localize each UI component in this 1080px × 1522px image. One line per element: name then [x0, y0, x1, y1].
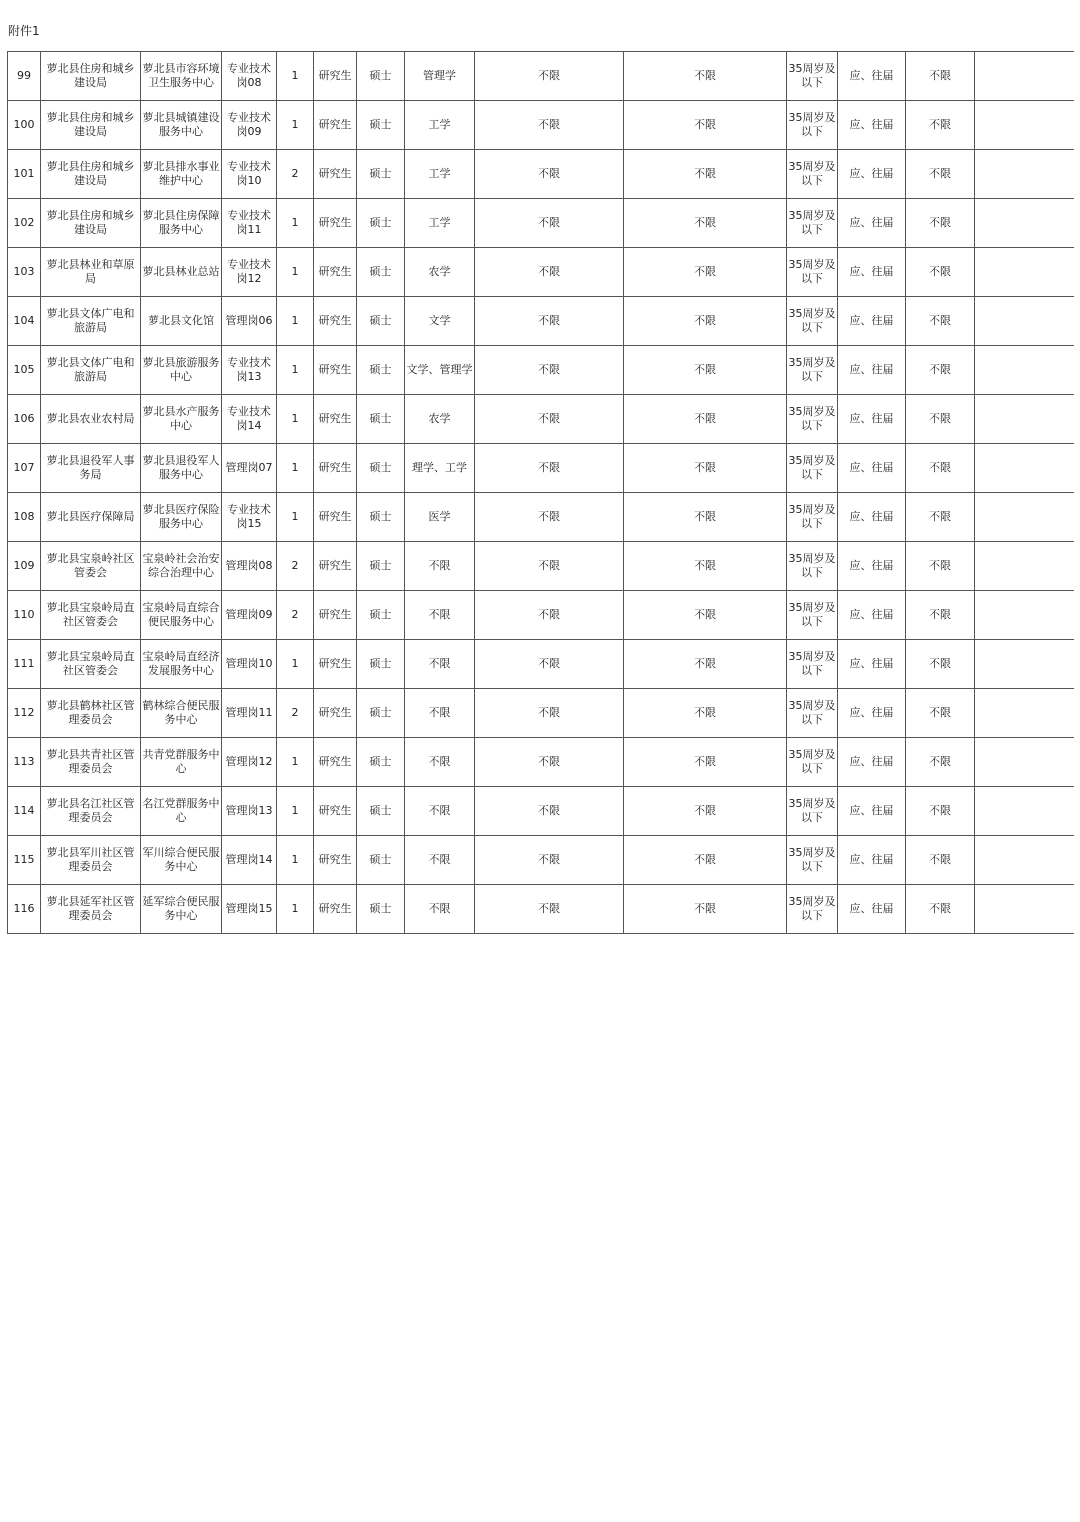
table-row: [8, 297, 1074, 346]
cell-requirement-b: 不限: [624, 199, 787, 248]
cell-unit: 萝北县旅游服务中心: [141, 346, 222, 395]
cell-degree: 硕士: [357, 738, 405, 787]
table-row: [8, 395, 1074, 444]
cell-requirement-b: 不限: [624, 248, 787, 297]
cell-requirement-c: 不限: [906, 52, 975, 101]
cell-requirement-c: 不限: [906, 346, 975, 395]
cell-row-number: 114: [8, 787, 41, 836]
cell-position-code: 专业技术岗14: [222, 395, 277, 444]
cell-age-limit: 35周岁及以下: [787, 444, 838, 493]
cell-requirement-b: 不限: [624, 101, 787, 150]
cell-age-limit: 35周岁及以下: [787, 493, 838, 542]
cell-position-code: 管理岗08: [222, 542, 277, 591]
cell-remarks: [975, 640, 1074, 689]
cell-department: 萝北县文体广电和旅游局: [41, 346, 141, 395]
cell-major: 理学、工学: [405, 444, 475, 493]
cell-degree: 硕士: [357, 493, 405, 542]
cell-education: 研究生: [314, 885, 357, 934]
cell-unit: 萝北县退役军人服务中心: [141, 444, 222, 493]
cell-hire-count: 1: [277, 444, 314, 493]
cell-requirement-b: 不限: [624, 395, 787, 444]
cell-unit: 军川综合便民服务中心: [141, 836, 222, 885]
cell-position-code: 专业技术岗13: [222, 346, 277, 395]
cell-degree: 硕士: [357, 689, 405, 738]
cell-position-code: 管理岗07: [222, 444, 277, 493]
cell-requirement-c: 不限: [906, 640, 975, 689]
cell-degree: 硕士: [357, 885, 405, 934]
cell-major: 医学: [405, 493, 475, 542]
cell-graduate-status: 应、往届: [838, 297, 906, 346]
cell-age-limit: 35周岁及以下: [787, 297, 838, 346]
cell-age-limit: 35周岁及以下: [787, 542, 838, 591]
cell-hire-count: 1: [277, 738, 314, 787]
cell-requirement-a: 不限: [475, 52, 624, 101]
cell-requirement-a: 不限: [475, 297, 624, 346]
cell-remarks: [975, 738, 1074, 787]
cell-remarks: [975, 885, 1074, 934]
cell-major: 管理学: [405, 52, 475, 101]
cell-position-code: 专业技术岗12: [222, 248, 277, 297]
table-row: [8, 640, 1074, 689]
cell-major: 不限: [405, 836, 475, 885]
cell-degree: 硕士: [357, 640, 405, 689]
cell-hire-count: 1: [277, 836, 314, 885]
cell-remarks: [975, 787, 1074, 836]
cell-department: 萝北县宝泉岭社区管委会: [41, 542, 141, 591]
cell-row-number: 113: [8, 738, 41, 787]
cell-remarks: [975, 542, 1074, 591]
cell-degree: 硕士: [357, 101, 405, 150]
cell-position-code: 专业技术岗09: [222, 101, 277, 150]
cell-degree: 硕士: [357, 444, 405, 493]
cell-requirement-b: 不限: [624, 738, 787, 787]
cell-degree: 硕士: [357, 248, 405, 297]
cell-requirement-c: 不限: [906, 248, 975, 297]
cell-requirement-c: 不限: [906, 689, 975, 738]
cell-remarks: [975, 297, 1074, 346]
cell-remarks: [975, 150, 1074, 199]
cell-education: 研究生: [314, 52, 357, 101]
table-row: [8, 248, 1074, 297]
cell-unit: 名江党群服务中心: [141, 787, 222, 836]
cell-requirement-a: 不限: [475, 493, 624, 542]
cell-requirement-a: 不限: [475, 689, 624, 738]
cell-remarks: [975, 395, 1074, 444]
cell-major: 不限: [405, 787, 475, 836]
cell-remarks: [975, 101, 1074, 150]
cell-age-limit: 35周岁及以下: [787, 52, 838, 101]
cell-hire-count: 1: [277, 297, 314, 346]
cell-remarks: [975, 248, 1074, 297]
cell-position-code: 管理岗13: [222, 787, 277, 836]
cell-remarks: [975, 591, 1074, 640]
cell-degree: 硕士: [357, 52, 405, 101]
table-row: [8, 689, 1074, 738]
cell-requirement-b: 不限: [624, 542, 787, 591]
cell-requirement-c: 不限: [906, 836, 975, 885]
cell-requirement-c: 不限: [906, 493, 975, 542]
table-row: [8, 738, 1074, 787]
cell-requirement-c: 不限: [906, 199, 975, 248]
cell-education: 研究生: [314, 591, 357, 640]
cell-unit: 萝北县市容环境卫生服务中心: [141, 52, 222, 101]
cell-department: 萝北县军川社区管理委员会: [41, 836, 141, 885]
cell-unit: 鹤林综合便民服务中心: [141, 689, 222, 738]
cell-unit: 共青党群服务中心: [141, 738, 222, 787]
cell-department: 萝北县住房和城乡建设局: [41, 199, 141, 248]
cell-requirement-a: 不限: [475, 395, 624, 444]
table-row: [8, 150, 1074, 199]
cell-requirement-c: 不限: [906, 885, 975, 934]
cell-requirement-c: 不限: [906, 297, 975, 346]
cell-education: 研究生: [314, 101, 357, 150]
cell-graduate-status: 应、往届: [838, 493, 906, 542]
cell-row-number: 102: [8, 199, 41, 248]
cell-position-code: 专业技术岗11: [222, 199, 277, 248]
cell-department: 萝北县农业农村局: [41, 395, 141, 444]
cell-requirement-b: 不限: [624, 885, 787, 934]
cell-position-code: 专业技术岗10: [222, 150, 277, 199]
cell-requirement-b: 不限: [624, 150, 787, 199]
cell-row-number: 106: [8, 395, 41, 444]
cell-unit: 萝北县医疗保险服务中心: [141, 493, 222, 542]
cell-requirement-b: 不限: [624, 346, 787, 395]
cell-education: 研究生: [314, 542, 357, 591]
cell-unit: 延军综合便民服务中心: [141, 885, 222, 934]
cell-education: 研究生: [314, 297, 357, 346]
cell-position-code: 管理岗12: [222, 738, 277, 787]
cell-department: 萝北县林业和草原局: [41, 248, 141, 297]
cell-education: 研究生: [314, 444, 357, 493]
table-row: [8, 493, 1074, 542]
cell-age-limit: 35周岁及以下: [787, 787, 838, 836]
cell-department: 萝北县住房和城乡建设局: [41, 150, 141, 199]
table-row: [8, 787, 1074, 836]
cell-age-limit: 35周岁及以下: [787, 640, 838, 689]
cell-education: 研究生: [314, 787, 357, 836]
cell-graduate-status: 应、往届: [838, 689, 906, 738]
cell-requirement-a: 不限: [475, 444, 624, 493]
cell-hire-count: 1: [277, 395, 314, 444]
cell-unit: 萝北县文化馆: [141, 297, 222, 346]
cell-major: 不限: [405, 591, 475, 640]
cell-row-number: 103: [8, 248, 41, 297]
cell-hire-count: 1: [277, 248, 314, 297]
table-row: [8, 346, 1074, 395]
cell-age-limit: 35周岁及以下: [787, 346, 838, 395]
table-row: [8, 52, 1074, 101]
cell-department: 萝北县医疗保障局: [41, 493, 141, 542]
cell-requirement-a: 不限: [475, 787, 624, 836]
cell-requirement-a: 不限: [475, 199, 624, 248]
table-row: [8, 101, 1074, 150]
cell-age-limit: 35周岁及以下: [787, 885, 838, 934]
cell-degree: 硕士: [357, 395, 405, 444]
table-row: [8, 591, 1074, 640]
cell-major: 文学、管理学: [405, 346, 475, 395]
cell-age-limit: 35周岁及以下: [787, 248, 838, 297]
cell-department: 萝北县名江社区管理委员会: [41, 787, 141, 836]
positions-table: [7, 51, 1074, 934]
cell-age-limit: 35周岁及以下: [787, 738, 838, 787]
cell-department: 萝北县宝泉岭局直社区管委会: [41, 591, 141, 640]
cell-requirement-b: 不限: [624, 836, 787, 885]
cell-education: 研究生: [314, 346, 357, 395]
cell-major: 不限: [405, 689, 475, 738]
cell-requirement-b: 不限: [624, 787, 787, 836]
cell-hire-count: 1: [277, 52, 314, 101]
cell-degree: 硕士: [357, 150, 405, 199]
cell-row-number: 108: [8, 493, 41, 542]
cell-requirement-b: 不限: [624, 640, 787, 689]
cell-requirement-a: 不限: [475, 150, 624, 199]
cell-remarks: [975, 493, 1074, 542]
cell-unit: 萝北县住房保障服务中心: [141, 199, 222, 248]
cell-position-code: 管理岗10: [222, 640, 277, 689]
cell-unit: 萝北县排水事业维护中心: [141, 150, 222, 199]
cell-row-number: 115: [8, 836, 41, 885]
cell-position-code: 管理岗09: [222, 591, 277, 640]
cell-unit: 宝泉岭局直综合便民服务中心: [141, 591, 222, 640]
cell-graduate-status: 应、往届: [838, 199, 906, 248]
cell-graduate-status: 应、往届: [838, 885, 906, 934]
cell-row-number: 100: [8, 101, 41, 150]
cell-degree: 硕士: [357, 787, 405, 836]
cell-requirement-c: 不限: [906, 150, 975, 199]
cell-requirement-a: 不限: [475, 885, 624, 934]
cell-row-number: 99: [8, 52, 41, 101]
cell-requirement-a: 不限: [475, 542, 624, 591]
cell-age-limit: 35周岁及以下: [787, 591, 838, 640]
cell-degree: 硕士: [357, 542, 405, 591]
cell-hire-count: 1: [277, 346, 314, 395]
cell-education: 研究生: [314, 689, 357, 738]
cell-position-code: 管理岗06: [222, 297, 277, 346]
cell-graduate-status: 应、往届: [838, 395, 906, 444]
table-row: [8, 885, 1074, 934]
cell-hire-count: 1: [277, 885, 314, 934]
cell-position-code: 管理岗11: [222, 689, 277, 738]
cell-requirement-c: 不限: [906, 542, 975, 591]
cell-requirement-c: 不限: [906, 395, 975, 444]
cell-requirement-a: 不限: [475, 591, 624, 640]
cell-graduate-status: 应、往届: [838, 787, 906, 836]
cell-department: 萝北县文体广电和旅游局: [41, 297, 141, 346]
cell-position-code: 管理岗14: [222, 836, 277, 885]
cell-requirement-c: 不限: [906, 591, 975, 640]
cell-department: 萝北县延军社区管理委员会: [41, 885, 141, 934]
cell-education: 研究生: [314, 199, 357, 248]
cell-major: 文学: [405, 297, 475, 346]
cell-remarks: [975, 689, 1074, 738]
cell-hire-count: 1: [277, 101, 314, 150]
cell-requirement-b: 不限: [624, 52, 787, 101]
cell-graduate-status: 应、往届: [838, 101, 906, 150]
cell-row-number: 111: [8, 640, 41, 689]
cell-position-code: 管理岗15: [222, 885, 277, 934]
cell-unit: 宝泉岭局直经济发展服务中心: [141, 640, 222, 689]
cell-graduate-status: 应、往届: [838, 640, 906, 689]
cell-row-number: 104: [8, 297, 41, 346]
cell-department: 萝北县退役军人事务局: [41, 444, 141, 493]
attachment-label: 附件1: [8, 24, 40, 38]
cell-requirement-c: 不限: [906, 444, 975, 493]
cell-row-number: 101: [8, 150, 41, 199]
cell-requirement-a: 不限: [475, 248, 624, 297]
cell-requirement-a: 不限: [475, 836, 624, 885]
cell-requirement-b: 不限: [624, 444, 787, 493]
cell-major: 农学: [405, 395, 475, 444]
cell-row-number: 107: [8, 444, 41, 493]
cell-education: 研究生: [314, 150, 357, 199]
cell-age-limit: 35周岁及以下: [787, 689, 838, 738]
cell-degree: 硕士: [357, 297, 405, 346]
cell-hire-count: 2: [277, 591, 314, 640]
cell-degree: 硕士: [357, 591, 405, 640]
cell-major: 不限: [405, 885, 475, 934]
cell-remarks: [975, 199, 1074, 248]
cell-requirement-a: 不限: [475, 346, 624, 395]
cell-hire-count: 1: [277, 493, 314, 542]
cell-requirement-c: 不限: [906, 738, 975, 787]
cell-graduate-status: 应、往届: [838, 150, 906, 199]
cell-hire-count: 1: [277, 640, 314, 689]
cell-major: 不限: [405, 738, 475, 787]
cell-requirement-a: 不限: [475, 101, 624, 150]
cell-remarks: [975, 836, 1074, 885]
cell-age-limit: 35周岁及以下: [787, 150, 838, 199]
cell-age-limit: 35周岁及以下: [787, 101, 838, 150]
cell-unit: 萝北县城镇建设服务中心: [141, 101, 222, 150]
table-row: [8, 836, 1074, 885]
cell-education: 研究生: [314, 640, 357, 689]
cell-position-code: 专业技术岗15: [222, 493, 277, 542]
cell-remarks: [975, 444, 1074, 493]
cell-major: 工学: [405, 150, 475, 199]
cell-unit: 萝北县水产服务中心: [141, 395, 222, 444]
cell-position-code: 专业技术岗08: [222, 52, 277, 101]
cell-requirement-b: 不限: [624, 493, 787, 542]
cell-education: 研究生: [314, 738, 357, 787]
cell-education: 研究生: [314, 836, 357, 885]
cell-row-number: 116: [8, 885, 41, 934]
cell-major: 农学: [405, 248, 475, 297]
cell-major: 不限: [405, 640, 475, 689]
cell-requirement-b: 不限: [624, 689, 787, 738]
cell-age-limit: 35周岁及以下: [787, 836, 838, 885]
cell-degree: 硕士: [357, 346, 405, 395]
cell-unit: 宝泉岭社会治安综合治理中心: [141, 542, 222, 591]
cell-requirement-b: 不限: [624, 591, 787, 640]
cell-department: 萝北县宝泉岭局直社区管委会: [41, 640, 141, 689]
cell-requirement-c: 不限: [906, 101, 975, 150]
cell-graduate-status: 应、往届: [838, 444, 906, 493]
cell-graduate-status: 应、往届: [838, 248, 906, 297]
cell-graduate-status: 应、往届: [838, 542, 906, 591]
cell-graduate-status: 应、往届: [838, 591, 906, 640]
cell-graduate-status: 应、往届: [838, 836, 906, 885]
cell-hire-count: 1: [277, 787, 314, 836]
cell-row-number: 105: [8, 346, 41, 395]
cell-requirement-a: 不限: [475, 640, 624, 689]
cell-requirement-b: 不限: [624, 297, 787, 346]
cell-remarks: [975, 52, 1074, 101]
cell-major: 工学: [405, 101, 475, 150]
cell-graduate-status: 应、往届: [838, 52, 906, 101]
cell-graduate-status: 应、往届: [838, 738, 906, 787]
cell-department: 萝北县住房和城乡建设局: [41, 101, 141, 150]
cell-major: 不限: [405, 542, 475, 591]
cell-degree: 硕士: [357, 836, 405, 885]
cell-education: 研究生: [314, 395, 357, 444]
cell-education: 研究生: [314, 248, 357, 297]
cell-requirement-a: 不限: [475, 738, 624, 787]
cell-hire-count: 2: [277, 542, 314, 591]
cell-graduate-status: 应、往届: [838, 346, 906, 395]
cell-degree: 硕士: [357, 199, 405, 248]
cell-department: 萝北县住房和城乡建设局: [41, 52, 141, 101]
table-row: [8, 199, 1074, 248]
cell-education: 研究生: [314, 493, 357, 542]
cell-requirement-c: 不限: [906, 787, 975, 836]
cell-remarks: [975, 346, 1074, 395]
cell-unit: 萝北县林业总站: [141, 248, 222, 297]
cell-major: 工学: [405, 199, 475, 248]
cell-hire-count: 2: [277, 150, 314, 199]
table-row: [8, 444, 1074, 493]
cell-department: 萝北县鹤林社区管理委员会: [41, 689, 141, 738]
cell-row-number: 110: [8, 591, 41, 640]
cell-hire-count: 1: [277, 199, 314, 248]
table-row: [8, 542, 1074, 591]
cell-age-limit: 35周岁及以下: [787, 395, 838, 444]
cell-age-limit: 35周岁及以下: [787, 199, 838, 248]
cell-row-number: 109: [8, 542, 41, 591]
cell-hire-count: 2: [277, 689, 314, 738]
cell-department: 萝北县共青社区管理委员会: [41, 738, 141, 787]
cell-row-number: 112: [8, 689, 41, 738]
